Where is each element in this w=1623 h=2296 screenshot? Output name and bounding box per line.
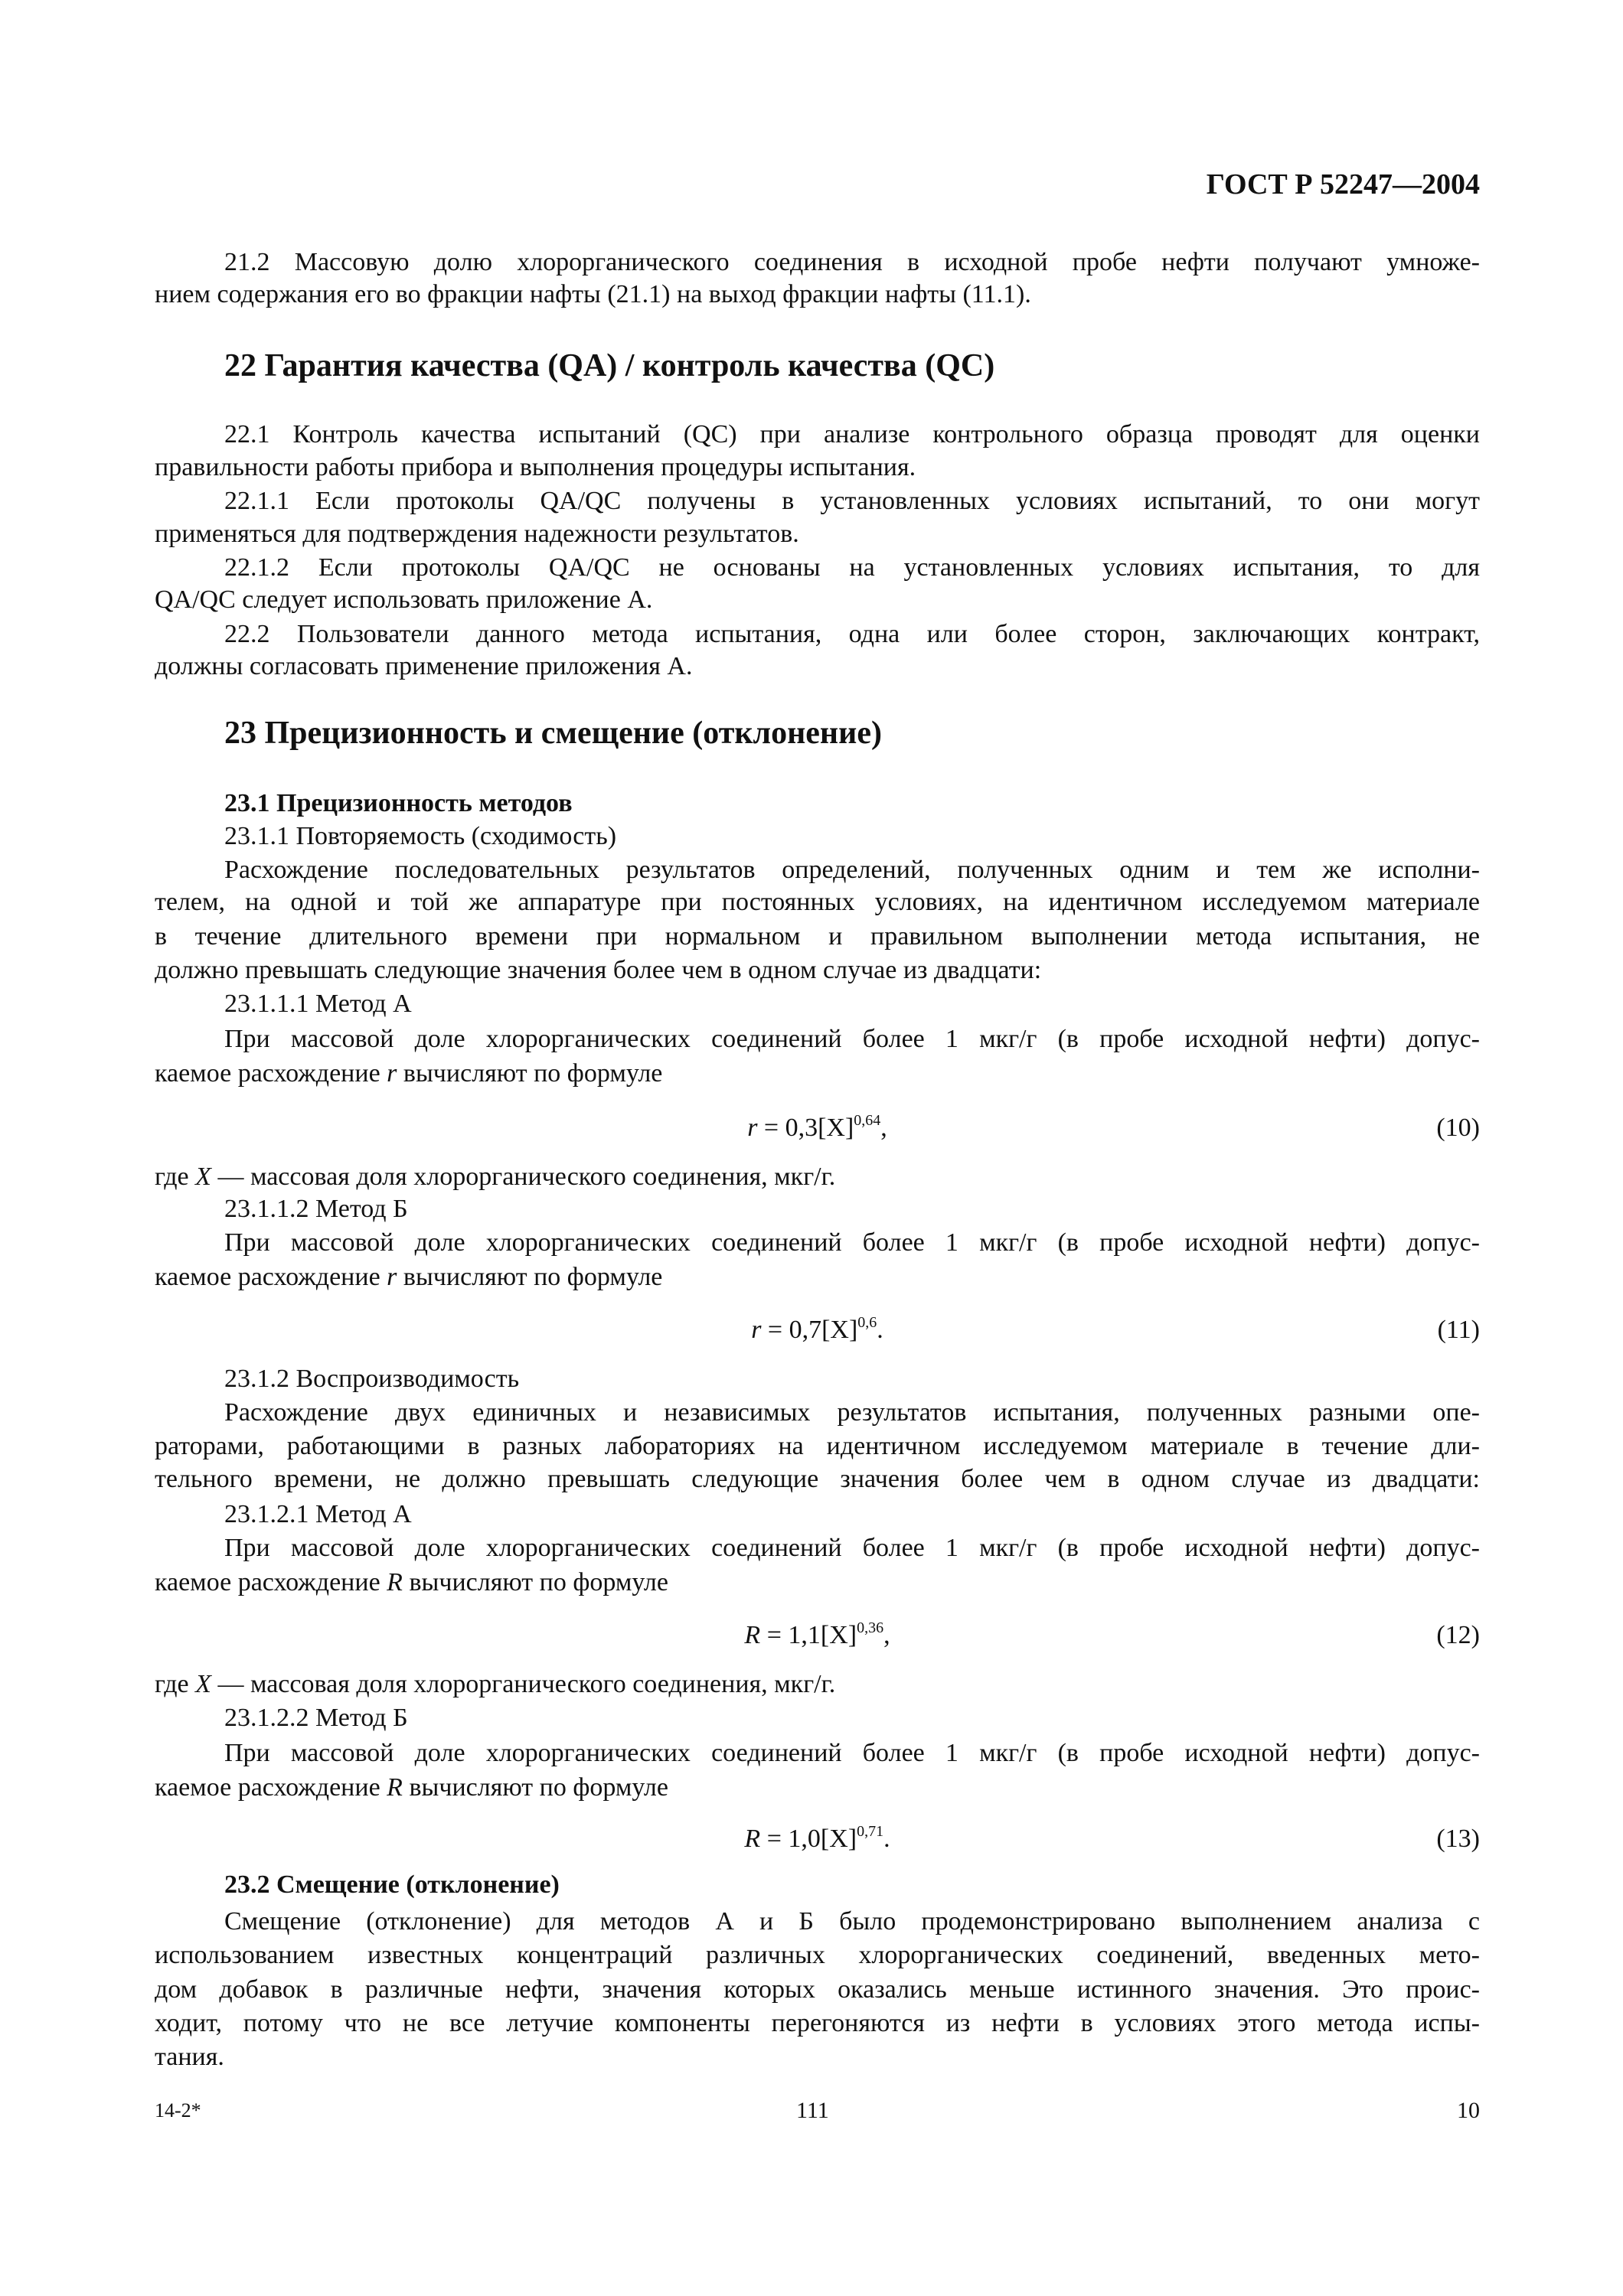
clause-title: 23.1.1.2 Метод Б <box>224 1195 408 1223</box>
paragraph-line: дом добавок в различные нефти, значения которых оказались меньше истинного значения. Это проис- <box>155 1975 1480 2004</box>
paragraph-line: правильности работы прибора и выполнения процедуры испытания. <box>155 453 916 481</box>
paragraph-line: каемое расхождение R вычисляют по формуле <box>155 1773 668 1802</box>
paragraph-line: каемое расхождение r вычисляют по формуле <box>155 1263 663 1291</box>
paragraph-line: нием содержания его во фракции нафты (21.1) на выход фракции нафты (11.1). <box>155 280 1031 308</box>
formula-number: (13) <box>1436 1825 1480 1853</box>
paragraph-line: каемое расхождение r вычисляют по формуле <box>155 1059 663 1088</box>
paragraph-line: раторами, работающими в разных лабораториях на идентичном исследуемом материале в течение дли- <box>155 1432 1480 1460</box>
formula-10: $r = 0,3[X]^{0,64}$, (10) <box>155 1111 1480 1145</box>
paragraph-line: При массовой доле хлорорганических соединений более 1 мкг/г (в пробе исходной нефти) допус- <box>224 1228 1480 1257</box>
section-heading-23: 23 Прецизионность и смещение (отклонение) <box>224 716 882 751</box>
paragraph-line: в течение длительного времени при нормальном и правильном выполнении метода испытания, не <box>155 922 1480 951</box>
paragraph-line: 22.2 Пользователи данного метода испытания, одна или более сторон, заключающих контракт, <box>224 620 1480 648</box>
formula-number: (12) <box>1436 1621 1480 1649</box>
section-heading-22: 22 Гарантия качества (QA) / контроль качества (QC) <box>224 348 995 383</box>
paragraph-line: ходит, потому что не все летучие компоненты перегоняются из нефти в условиях этого метода испы- <box>155 2009 1480 2037</box>
paragraph-line: тания. <box>155 2043 224 2071</box>
formula-11: $r = 0,7[X]^{0,6}$. (11) <box>155 1313 1480 1347</box>
clause-title: 23.1.1.1 Метод А <box>224 990 412 1018</box>
clause-title: 23.1.2 Воспроизводимость <box>224 1365 520 1393</box>
paragraph-line: QA/QC следует использовать приложение А. <box>155 585 653 614</box>
footer-page-right: 10 <box>1457 2098 1480 2123</box>
paragraph-line: При массовой доле хлорорганических соединений более 1 мкг/г (в пробе исходной нефти) допус- <box>224 1025 1480 1053</box>
document-number: ГОСТ Р 52247—2004 <box>1206 168 1480 201</box>
paragraph-line: Расхождение последовательных результатов определений, полученных одним и тем же исполни- <box>224 856 1480 884</box>
paragraph-line: использованием известных концентраций различных хлорорганических соединений, введенных мето- <box>155 1941 1480 1969</box>
paragraph-line: должно превышать следующие значения более чем в одном случае из двадцати: <box>155 956 1042 984</box>
formula-number: (10) <box>1436 1114 1480 1142</box>
paragraph-line: где X — массовая доля хлорорганического соединения, мкг/г. <box>155 1163 836 1191</box>
paragraph-line: 22.1.1 Если протоколы QA/QC получены в установленных условиях испытаний, то они могут <box>224 487 1480 515</box>
paragraph-line: тельного времени, не должно превышать следующие значения более чем в одном случае из двадцати: <box>155 1465 1480 1493</box>
paragraph-line: каемое расхождение R вычисляют по формуле <box>155 1568 668 1596</box>
clause-title: 23.1.1 Повторяемость (сходимость) <box>224 822 617 850</box>
paragraph-line: При массовой доле хлорорганических соединений более 1 мкг/г (в пробе исходной нефти) допус- <box>224 1739 1480 1767</box>
paragraph-line: 22.1 Контроль качества испытаний (QC) при анализе контрольного образца проводят для оценки <box>224 420 1480 448</box>
formula-12: $R = 1,1[X]^{0,36}$, (12) <box>155 1619 1480 1652</box>
paragraph-line: применяться для подтверждения надежности результатов. <box>155 520 799 548</box>
footer-sheet-mark: 14-2* <box>155 2099 201 2122</box>
paragraph-line: телем, на одной и той же аппаратуре при постоянных условиях, на идентичном исследуемом материале <box>155 888 1480 916</box>
footer-page-number: 111 <box>796 2098 829 2123</box>
paragraph-line: Смещение (отклонение) для методов А и Б было продемонстрировано выполнением анализа с <box>224 1907 1480 1936</box>
formula-13: $R = 1,0[X]^{0,71}$. (13) <box>155 1822 1480 1856</box>
clause-title: 23.1.2.2 Метод Б <box>224 1704 408 1732</box>
clause-title: 23.1.2.1 Метод А <box>224 1500 412 1528</box>
paragraph-line: 21.2 Массовую долю хлорорганического соединения в исходной пробе нефти получают умноже- <box>224 248 1480 276</box>
paragraph-line: При массовой доле хлорорганических соединений более 1 мкг/г (в пробе исходной нефти) допус- <box>224 1534 1480 1562</box>
formula-number: (11) <box>1437 1316 1480 1344</box>
paragraph-line: должны согласовать применение приложения А. <box>155 652 693 680</box>
subsection-heading-23-1: 23.1 Прецизионность методов <box>224 789 573 817</box>
subsection-heading-23-2: 23.2 Смещение (отклонение) <box>224 1870 560 1899</box>
paragraph-line: где X — массовая доля хлорорганического соединения, мкг/г. <box>155 1670 836 1698</box>
paragraph-line: 22.1.2 Если протоколы QA/QC не основаны на установленных условиях испытания, то для <box>224 553 1480 582</box>
paragraph-line: Расхождение двух единичных и независимых результатов испытания, полученных разными опе- <box>224 1398 1480 1427</box>
